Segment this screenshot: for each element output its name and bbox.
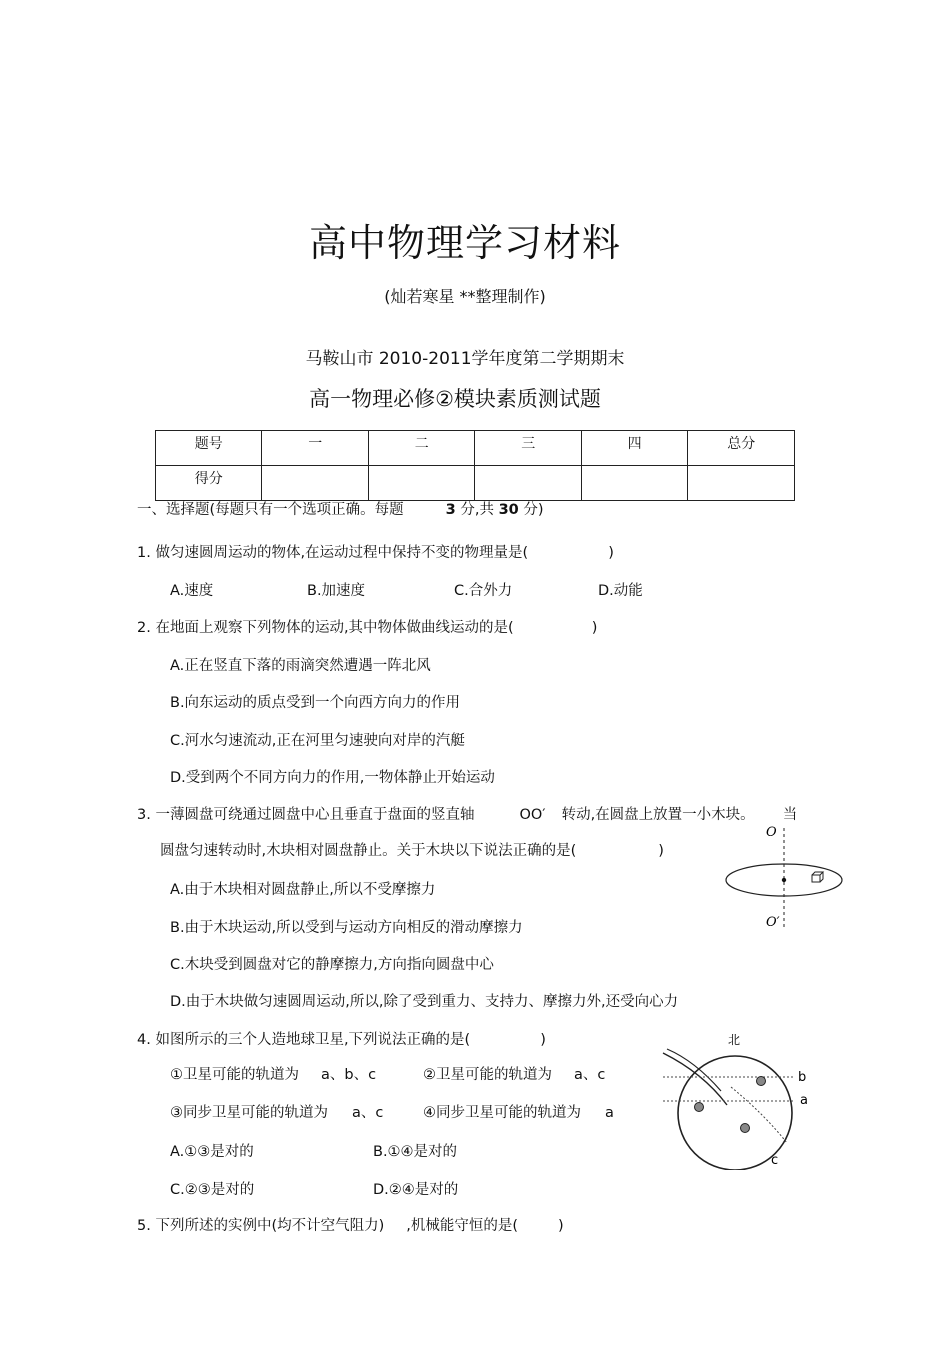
question-4-stem <box>137 1028 546 1049</box>
question-2-stem <box>137 616 597 637</box>
question-text: 1. 做匀速圆周运动的物体,在运动过程中保持不变的物理量是( <box>137 545 529 561</box>
table-cell: 二 <box>368 431 474 466</box>
table-cell: 得分 <box>156 466 262 501</box>
question-5-stem <box>137 1214 564 1235</box>
question-text: 2. 在地面上观察下列物体的运动,其中物体做曲线运动的是( <box>137 620 514 636</box>
answer-bracket: ) <box>591 620 598 636</box>
q2-option-b[interactable]: B.向东运动的质点受到一个向西方向力的作用 <box>170 695 461 711</box>
north-label: 北 <box>728 1033 741 1047</box>
score-entry-cell[interactable] <box>581 466 687 501</box>
points-per-question: 3 <box>445 502 456 518</box>
section-heading-text: 分) <box>523 502 544 518</box>
score-table-score-row <box>156 466 795 501</box>
rotating-disk-figure <box>718 820 853 932</box>
orbit-curve <box>667 1049 721 1091</box>
axis-bottom-label: O′ <box>766 915 780 930</box>
q3-option-b[interactable]: B.由于木块运动,所以受到与运动方向相反的滑动摩擦力 <box>170 920 523 936</box>
question-1-stem <box>137 541 614 562</box>
score-table <box>155 430 795 501</box>
q4-statement-3 <box>170 1101 383 1122</box>
score-entry-cell[interactable] <box>475 466 581 501</box>
question-text: 4. 如图所示的三个人造地球卫星,下列说法正确的是( <box>137 1032 471 1048</box>
disk-center-dot <box>782 878 786 882</box>
axis-label: OO′ <box>519 807 546 823</box>
q3-option-a[interactable]: A.由于木块相对圆盘静止,所以不受摩擦力 <box>170 882 436 898</box>
q3-option-c[interactable]: C.木块受到圆盘对它的静摩擦力,方向指向圆盘中心 <box>170 957 494 973</box>
q3-option-d[interactable]: D.由于木块做匀速圆周运动,所以,除了受到重力、支持力、摩擦力外,还受向心力 <box>170 994 679 1010</box>
score-entry-cell[interactable] <box>688 466 795 501</box>
answer-bracket: ) <box>658 843 664 859</box>
table-cell: 三 <box>475 431 581 466</box>
table-cell: 题号 <box>156 431 262 466</box>
satellite-b <box>757 1077 766 1086</box>
orbit-curve <box>663 1053 727 1105</box>
q4-statement-1 <box>170 1063 376 1084</box>
statement-value: a、b、c <box>321 1067 377 1083</box>
score-entry-cell[interactable] <box>368 466 474 501</box>
section-heading <box>137 498 544 519</box>
q2-option-a[interactable]: A.正在竖直下落的雨滴突然遭遇一阵北风 <box>170 658 431 674</box>
question-text: 5. 下列所述的实例中(均不计空气阻力) <box>137 1218 385 1234</box>
q4-option-a[interactable]: A.①③是对的 <box>170 1144 254 1160</box>
question-3-stem <box>137 803 797 824</box>
section-heading-text: 一、选择题(每题只有一个选项正确。每题 <box>137 502 404 518</box>
question-text: 3. 一薄圆盘可绕通过圆盘中心且垂直于盘面的竖直轴 <box>137 807 475 823</box>
score-table-header-row <box>156 431 795 466</box>
question-text: 当 <box>782 807 798 823</box>
q4-statement-4 <box>423 1101 614 1122</box>
q4-option-b[interactable]: B.①④是对的 <box>373 1144 458 1160</box>
orbit-label-a: a <box>800 1093 808 1108</box>
q1-option-a[interactable]: A.速度 <box>170 583 214 599</box>
statement-text: ④同步卫星可能的轨道为 <box>423 1105 581 1121</box>
question-text: 转动,在圆盘上放置一小木块。 <box>561 807 755 823</box>
q4-statement-2 <box>423 1063 605 1084</box>
q4-option-d[interactable]: D.②④是对的 <box>373 1182 459 1198</box>
orbit-label-c: c <box>771 1153 779 1168</box>
q2-option-d[interactable]: D.受到两个不同方向力的作用,一物体静止开始运动 <box>170 770 495 786</box>
total-points: 30 <box>498 502 519 518</box>
exam-name: 马鞍山市 2010-2011学年度第二学期期末 <box>305 349 625 369</box>
statement-value: a、c <box>352 1105 384 1121</box>
table-cell: 四 <box>581 431 687 466</box>
q1-option-b[interactable]: B.加速度 <box>307 583 366 599</box>
q2-option-c[interactable]: C.河水匀速流动,正在河里匀速驶向对岸的汽艇 <box>170 733 465 749</box>
answer-bracket: ) <box>608 545 614 561</box>
question-3-stem-line2 <box>160 839 664 860</box>
axis-top-label: O <box>766 825 777 840</box>
statement-text: ①卫星可能的轨道为 <box>170 1067 299 1083</box>
answer-bracket: ) <box>540 1032 546 1048</box>
orbit-label-b: b <box>798 1070 807 1085</box>
statement-text: ③同步卫星可能的轨道为 <box>170 1105 328 1121</box>
q4-option-c[interactable]: C.②③是对的 <box>170 1182 255 1198</box>
document-title: 高中物理学习材料 <box>308 221 621 265</box>
satellite-a <box>695 1103 704 1112</box>
question-text: ,机械能守恒的是( <box>406 1218 519 1234</box>
q1-option-c[interactable]: C.合外力 <box>454 583 513 599</box>
exam-subject: 高一物理必修②模块素质测试题 <box>309 387 601 411</box>
question-text: 圆盘匀速转动时,木块相对圆盘静止。关于木块以下说法正确的是( <box>160 843 577 859</box>
wooden-block-icon <box>812 872 823 882</box>
satellite-orbits-figure <box>655 1025 815 1170</box>
q1-option-d[interactable]: D.动能 <box>598 583 643 599</box>
table-cell: 总分 <box>688 431 795 466</box>
answer-bracket: ) <box>558 1218 564 1234</box>
statement-value: a、c <box>574 1067 606 1083</box>
document-subtitle: (灿若寒星 **整理制作) <box>384 287 546 306</box>
statement-text: ②卫星可能的轨道为 <box>423 1067 552 1083</box>
table-cell: 一 <box>262 431 368 466</box>
satellite-c <box>741 1124 750 1133</box>
score-entry-cell[interactable] <box>262 466 368 501</box>
section-heading-text: 分,共 <box>460 502 494 518</box>
orbit-c <box>731 1087 787 1143</box>
statement-value: a <box>605 1105 614 1121</box>
